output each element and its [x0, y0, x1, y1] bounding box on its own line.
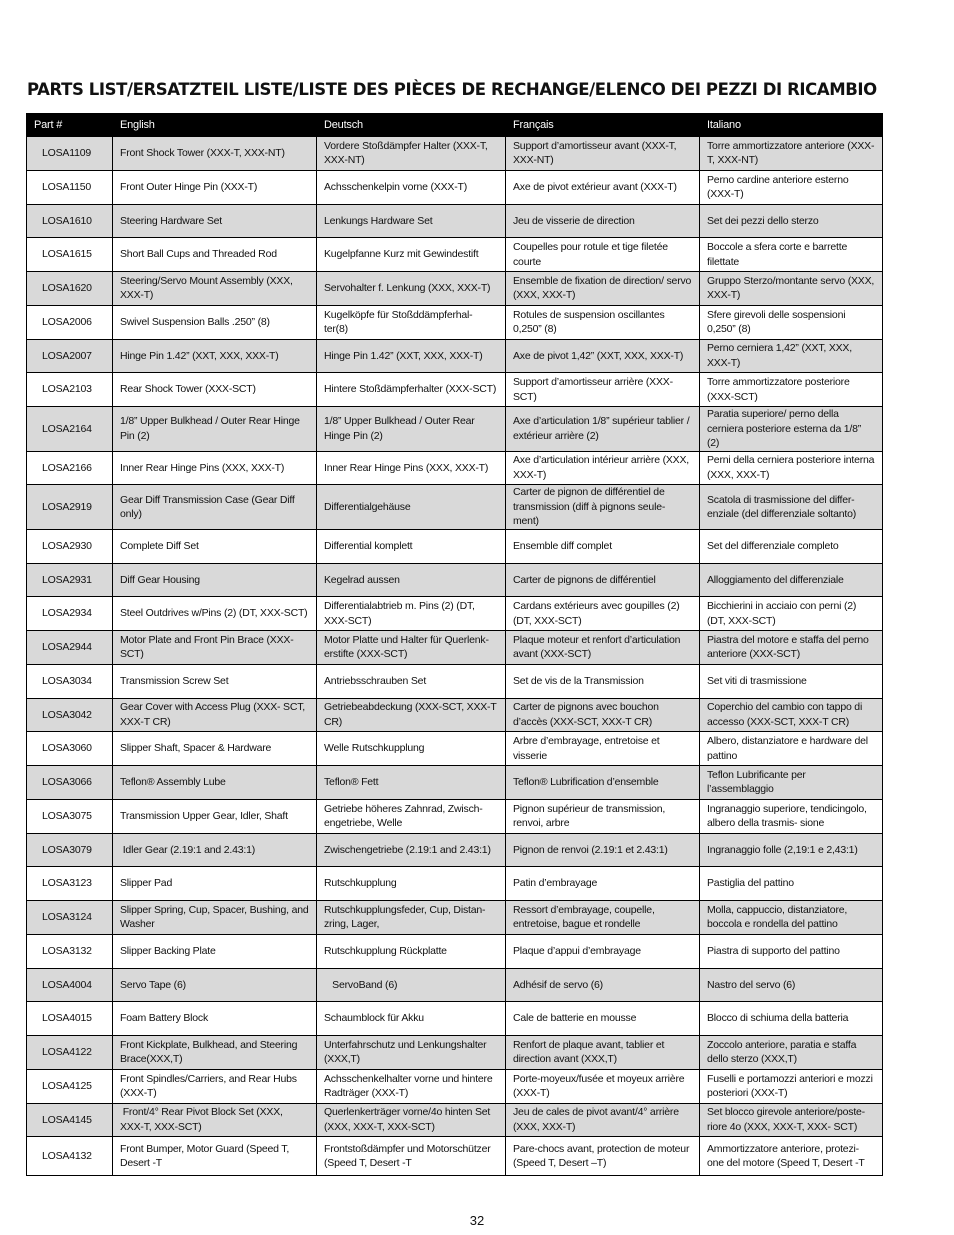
deutsch-cell: Rutschkupplungsfeder, Cup, Distan- zring, Lager,	[317, 901, 506, 935]
deutsch-cell: Motor Platte und Halter für Querlenk- erstifte (XXX-SCT)	[317, 631, 506, 665]
deutsch-cell: Lenkungs Hardware Set	[317, 204, 506, 238]
deutsch-cell: Hinge Pin 1.42” (XXT, XXX, XXX-T)	[317, 339, 506, 373]
english-cell: Hinge Pin 1.42” (XXT, XXX, XXX-T)	[113, 339, 317, 373]
table-row	[27, 451, 883, 485]
part-number-cell: LOSA3124	[27, 901, 113, 935]
table-row	[27, 407, 883, 452]
deutsch-cell: Zwischengetriebe (2.19:1 and 2.43:1)	[317, 833, 506, 867]
italiano-cell: Perno cardine anteriore esterno (XXX-T)	[700, 170, 883, 204]
italiano-cell: Perno cerniera 1,42” (XXT, XXX, XXX-T)	[700, 339, 883, 373]
table-row	[27, 901, 883, 935]
part-number-cell: LOSA4015	[27, 1002, 113, 1036]
parts-table	[26, 113, 883, 1176]
francais-cell: Jeu de visserie de direction	[506, 204, 700, 238]
english-cell: Front Spindles/Carriers, and Rear Hubs (XXX-T)	[113, 1069, 317, 1103]
italiano-cell: Paratia superiore/ perno della cerniera posteriore esterna da 1/8” (2)	[700, 407, 883, 452]
part-number-cell: LOSA1109	[27, 137, 113, 171]
table-row	[27, 867, 883, 901]
italiano-cell: Set dei pezzi dello sterzo	[700, 204, 883, 238]
english-cell: Front/4° Rear Pivot Block Set (XXX, XXX-T, XXX-SCT)	[113, 1103, 317, 1137]
part-number-cell: LOSA2164	[27, 407, 113, 452]
english-cell: Slipper Spring, Cup, Spacer, Bushing, and Washer	[113, 901, 317, 935]
deutsch-cell: Getriebeabdeckung (XXX-SCT, XXX-T CR)	[317, 698, 506, 732]
table-header-row	[27, 114, 883, 137]
part-number-cell: LOSA3060	[27, 732, 113, 766]
part-number-cell: LOSA2930	[27, 529, 113, 563]
table-row	[27, 934, 883, 968]
italiano-cell: Ingranaggio superiore, tendicingolo, albero della trasmis- sione	[700, 799, 883, 833]
english-cell: Swivel Suspension Balls .250” (8)	[113, 305, 317, 339]
italiano-cell: Ingranaggio folle (2,19:1 e 2,43:1)	[700, 833, 883, 867]
deutsch-cell: Unterfahrschutz und Lenkungshalter (XXX,T)	[317, 1036, 506, 1070]
deutsch-cell: Achsschenkelpin vorne (XXX-T)	[317, 170, 506, 204]
francais-cell: Axe d’articulation 1/8” supérieur tablier / extérieur arrière (2)	[506, 407, 700, 452]
english-cell: Slipper Backing Plate	[113, 934, 317, 968]
table-row	[27, 529, 883, 563]
part-number-cell: LOSA1615	[27, 238, 113, 272]
english-cell: Front Outer Hinge Pin (XXX-T)	[113, 170, 317, 204]
italiano-cell: Ammortizzatore anteriore, protezi- one del motore (Speed T, Desert -T	[700, 1137, 883, 1176]
english-cell: Inner Rear Hinge Pins (XXX, XXX-T)	[113, 451, 317, 485]
column-header-italiano: Italiano	[700, 114, 883, 137]
english-cell: Servo Tape (6)	[113, 968, 317, 1002]
deutsch-cell: Antriebsschrauben Set	[317, 664, 506, 698]
francais-cell: Ensemble de fixation de direction/ servo (XXX, XXX-T)	[506, 272, 700, 306]
table-row	[27, 1069, 883, 1103]
francais-cell: Set de vis de la Transmission	[506, 664, 700, 698]
italiano-cell: Set viti di trasmissione	[700, 664, 883, 698]
part-number-cell: LOSA1620	[27, 272, 113, 306]
francais-cell: Axe de pivot 1,42” (XXT, XXX, XXX-T)	[506, 339, 700, 373]
part-number-cell: LOSA3123	[27, 867, 113, 901]
deutsch-cell: Vordere Stoßdämpfer Halter (XXX-T, XXX-NT)	[317, 137, 506, 171]
english-cell: Gear Diff Transmission Case (Gear Diff only)	[113, 485, 317, 530]
deutsch-cell: 1/8” Upper Bulkhead / Outer Rear Hinge Pin (2)	[317, 407, 506, 452]
english-cell: Foam Battery Block	[113, 1002, 317, 1036]
deutsch-cell: Getriebe höheres Zahnrad, Zwisch- engetriebe, Welle	[317, 799, 506, 833]
italiano-cell: Sfere girevoli delle sospensioni 0,250” (8)	[700, 305, 883, 339]
part-number-cell: LOSA2934	[27, 597, 113, 631]
part-number-cell: LOSA2931	[27, 563, 113, 597]
francais-cell: Arbre d’embrayage, entretoise et visserie	[506, 732, 700, 766]
francais-cell: Adhésif de servo (6)	[506, 968, 700, 1002]
table-row	[27, 766, 883, 800]
table-row	[27, 305, 883, 339]
deutsch-cell: Kugelpfanne Kurz mit Gewindestift	[317, 238, 506, 272]
francais-cell: Patin d’embrayage	[506, 867, 700, 901]
italiano-cell: Torre ammortizzatore posteriore (XXX-SCT)	[700, 373, 883, 407]
column-header-english: English	[113, 114, 317, 137]
english-cell: Slipper Pad	[113, 867, 317, 901]
table-row	[27, 1137, 883, 1176]
english-cell: 1/8” Upper Bulkhead / Outer Rear Hinge Pin (2)	[113, 407, 317, 452]
part-number-cell: LOSA1610	[27, 204, 113, 238]
part-number-cell: LOSA4122	[27, 1036, 113, 1070]
part-number-cell: LOSA2944	[27, 631, 113, 665]
english-cell: Complete Diff Set	[113, 529, 317, 563]
deutsch-cell: Hintere Stoßdämpferhalter (XXX-SCT)	[317, 373, 506, 407]
table-row	[27, 631, 883, 665]
italiano-cell: Teflon Lubrificante per l’assemblaggio	[700, 766, 883, 800]
francais-cell: Support d’amortisseur avant (XXX-T, XXX-NT)	[506, 137, 700, 171]
italiano-cell: Gruppo Sterzo/montante servo (XXX, XXX-T)	[700, 272, 883, 306]
table-row	[27, 799, 883, 833]
italiano-cell: Alloggiamento del differenziale	[700, 563, 883, 597]
deutsch-cell: Kegelrad aussen	[317, 563, 506, 597]
english-cell: Rear Shock Tower (XXX-SCT)	[113, 373, 317, 407]
column-header-part: Part #	[27, 114, 113, 137]
deutsch-cell: Inner Rear Hinge Pins (XXX, XXX-T)	[317, 451, 506, 485]
part-number-cell: LOSA3066	[27, 766, 113, 800]
francais-cell: Coupelles pour rotule et tige filetée courte	[506, 238, 700, 272]
deutsch-cell: Differentialgehäuse	[317, 485, 506, 530]
italiano-cell: Pastiglia del pattino	[700, 867, 883, 901]
italiano-cell: Scatola di trasmissione del differ- enziale (del differenziale soltanto)	[700, 485, 883, 530]
francais-cell: Renfort de plaque avant, tablier et direction avant (XXX,T)	[506, 1036, 700, 1070]
english-cell: Short Ball Cups and Threaded Rod	[113, 238, 317, 272]
italiano-cell: Bicchierini in acciaio con perni (2) (DT, XXX-SCT)	[700, 597, 883, 631]
table-row	[27, 1002, 883, 1036]
francais-cell: Pare-chocs avant, protection de moteur (Speed T, Desert –T)	[506, 1137, 700, 1176]
francais-cell: Plaque moteur et renfort d’articulation avant (XXX-SCT)	[506, 631, 700, 665]
table-row	[27, 238, 883, 272]
deutsch-cell: ServoBand (6)	[317, 968, 506, 1002]
francais-cell: Cardans extérieurs avec goupilles (2) (DT, XXX-SCT)	[506, 597, 700, 631]
italiano-cell: Albero, distanziatore e hardware del pattino	[700, 732, 883, 766]
english-cell: Front Shock Tower (XXX-T, XXX-NT)	[113, 137, 317, 171]
francais-cell: Plaque d’appui d’embrayage	[506, 934, 700, 968]
francais-cell: Axe de pivot extérieur avant (XXX-T)	[506, 170, 700, 204]
deutsch-cell: Querlenkerträger vorne/4o hinten Set (XXX, XXX-T, XXX-SCT)	[317, 1103, 506, 1137]
italiano-cell: Set blocco girevole anteriore/poste- riore 4o (XXX, XXX-T, XXX- SCT)	[700, 1103, 883, 1137]
english-cell: Gear Cover with Access Plug (XXX- SCT, XXX-T CR)	[113, 698, 317, 732]
francais-cell: Rotules de suspension oscillantes 0,250” (8)	[506, 305, 700, 339]
part-number-cell: LOSA2007	[27, 339, 113, 373]
deutsch-cell: Welle Rutschkupplung	[317, 732, 506, 766]
francais-cell: Jeu de cales de pivot avant/4° arrière (XXX, XXX-T)	[506, 1103, 700, 1137]
english-cell: Steering/Servo Mount Assembly (XXX, XXX-T)	[113, 272, 317, 306]
part-number-cell: LOSA3079	[27, 833, 113, 867]
part-number-cell: LOSA4132	[27, 1137, 113, 1176]
table-row	[27, 563, 883, 597]
table-row	[27, 698, 883, 732]
table-row	[27, 339, 883, 373]
italiano-cell: Nastro del servo (6)	[700, 968, 883, 1002]
italiano-cell: Piastra del motore e staffa del perno anteriore (XXX-SCT)	[700, 631, 883, 665]
table-row	[27, 170, 883, 204]
column-header-deutsch: Deutsch	[317, 114, 506, 137]
deutsch-cell: Differential komplett	[317, 529, 506, 563]
italiano-cell: Fuselli e portamozzi anteriori e mozzi posteriori (XXX-T)	[700, 1069, 883, 1103]
english-cell: Steering Hardware Set	[113, 204, 317, 238]
francais-cell: Teflon® Lubrification d’ensemble	[506, 766, 700, 800]
part-number-cell: LOSA3132	[27, 934, 113, 968]
english-cell: Idler Gear (2.19:1 and 2.43:1)	[113, 833, 317, 867]
part-number-cell: LOSA2166	[27, 451, 113, 485]
part-number-cell: LOSA4125	[27, 1069, 113, 1103]
italiano-cell: Set del differenziale completo	[700, 529, 883, 563]
table-row	[27, 732, 883, 766]
table-row	[27, 272, 883, 306]
table-row	[27, 833, 883, 867]
english-cell: Transmission Upper Gear, Idler, Shaft	[113, 799, 317, 833]
part-number-cell: LOSA3042	[27, 698, 113, 732]
table-row	[27, 373, 883, 407]
italiano-cell: Molla, cappuccio, distanziatore, boccola e rondella del pattino	[700, 901, 883, 935]
part-number-cell: LOSA2919	[27, 485, 113, 530]
table-row	[27, 204, 883, 238]
english-cell: Diff Gear Housing	[113, 563, 317, 597]
table-row	[27, 597, 883, 631]
italiano-cell: Piastra di supporto del pattino	[700, 934, 883, 968]
deutsch-cell: Rutschkupplung Rückplatte	[317, 934, 506, 968]
francais-cell: Carter de pignon de différentiel de transmission (diff à pignons seule- ment)	[506, 485, 700, 530]
english-cell: Motor Plate and Front Pin Brace (XXX-SCT)	[113, 631, 317, 665]
francais-cell: Pignon de renvoi (2.19:1 et 2.43:1)	[506, 833, 700, 867]
francais-cell: Pignon supérieur de transmission, renvoi, arbre	[506, 799, 700, 833]
column-header-francais: Français	[506, 114, 700, 137]
francais-cell: Porte-moyeux/fusée et moyeux arrière (XXX-T)	[506, 1069, 700, 1103]
table-row	[27, 1036, 883, 1070]
deutsch-cell: Achsschenkelhalter vorne und hintere Radträger (XXX-T)	[317, 1069, 506, 1103]
deutsch-cell: Servohalter f. Lenkung (XXX, XXX-T)	[317, 272, 506, 306]
francais-cell: Carter de pignons de différentiel	[506, 563, 700, 597]
english-cell: Teflon® Assembly Lube	[113, 766, 317, 800]
deutsch-cell: Kugelköpfe für Stoßddämpferhal- ter(8)	[317, 305, 506, 339]
table-row	[27, 1103, 883, 1137]
francais-cell: Cale de batterie en mousse	[506, 1002, 700, 1036]
italiano-cell: Torre ammortizzatore anteriore (XXX-T, XXX-NT)	[700, 137, 883, 171]
part-number-cell: LOSA4004	[27, 968, 113, 1002]
part-number-cell: LOSA4145	[27, 1103, 113, 1137]
italiano-cell: Coperchio del cambio con tappo di accesso (XXX-SCT, XXX-T CR)	[700, 698, 883, 732]
parts-table-body	[27, 137, 883, 1176]
francais-cell: Ensemble diff complet	[506, 529, 700, 563]
part-number-cell: LOSA3075	[27, 799, 113, 833]
english-cell: Slipper Shaft, Spacer & Hardware	[113, 732, 317, 766]
table-row	[27, 664, 883, 698]
italiano-cell: Zoccolo anteriore, paratia e staffa dello sterzo (XXX,T)	[700, 1036, 883, 1070]
italiano-cell: Boccole a sfera corte e barrette filettate	[700, 238, 883, 272]
francais-cell: Axe d’articulation intérieur arrière (XXX, XXX-T)	[506, 451, 700, 485]
table-row	[27, 968, 883, 1002]
part-number-cell: LOSA3034	[27, 664, 113, 698]
deutsch-cell: Differentialabtrieb m. Pins (2) (DT, XXX-SCT)	[317, 597, 506, 631]
italiano-cell: Perni della cerniera posteriore interna (XXX, XXX-T)	[700, 451, 883, 485]
english-cell: Steel Outdrives w/Pins (2) (DT, XXX-SCT)	[113, 597, 317, 631]
deutsch-cell: Teflon® Fett	[317, 766, 506, 800]
italiano-cell: Blocco di schiuma della batteria	[700, 1002, 883, 1036]
deutsch-cell: Schaumblock für Akku	[317, 1002, 506, 1036]
francais-cell: Ressort d’embrayage, coupelle, entretoise, bague et rondelle	[506, 901, 700, 935]
english-cell: Transmission Screw Set	[113, 664, 317, 698]
deutsch-cell: Frontstoßdämpfer und Motorschützer (Speed T, Desert -T	[317, 1137, 506, 1176]
english-cell: Front Bumper, Motor Guard (Speed T, Desert -T	[113, 1137, 317, 1176]
page-number: 32	[469, 1213, 485, 1228]
francais-cell: Support d’amortisseur arrière (XXX-SCT)	[506, 373, 700, 407]
deutsch-cell: Rutschkupplung	[317, 867, 506, 901]
table-row	[27, 137, 883, 171]
part-number-cell: LOSA2006	[27, 305, 113, 339]
page-title: PARTS LIST/ERSATZTEIL LISTE/LISTE DES PIÈCES DE RECHANGE/ELENCO DEI PEZZI DI RICAMBIO	[27, 80, 877, 99]
part-number-cell: LOSA2103	[27, 373, 113, 407]
francais-cell: Carter de pignons avec bouchon d’accès (XXX-SCT, XXX-T CR)	[506, 698, 700, 732]
english-cell: Front Kickplate, Bulkhead, and Steering Brace(XXX,T)	[113, 1036, 317, 1070]
part-number-cell: LOSA1150	[27, 170, 113, 204]
table-row	[27, 485, 883, 530]
